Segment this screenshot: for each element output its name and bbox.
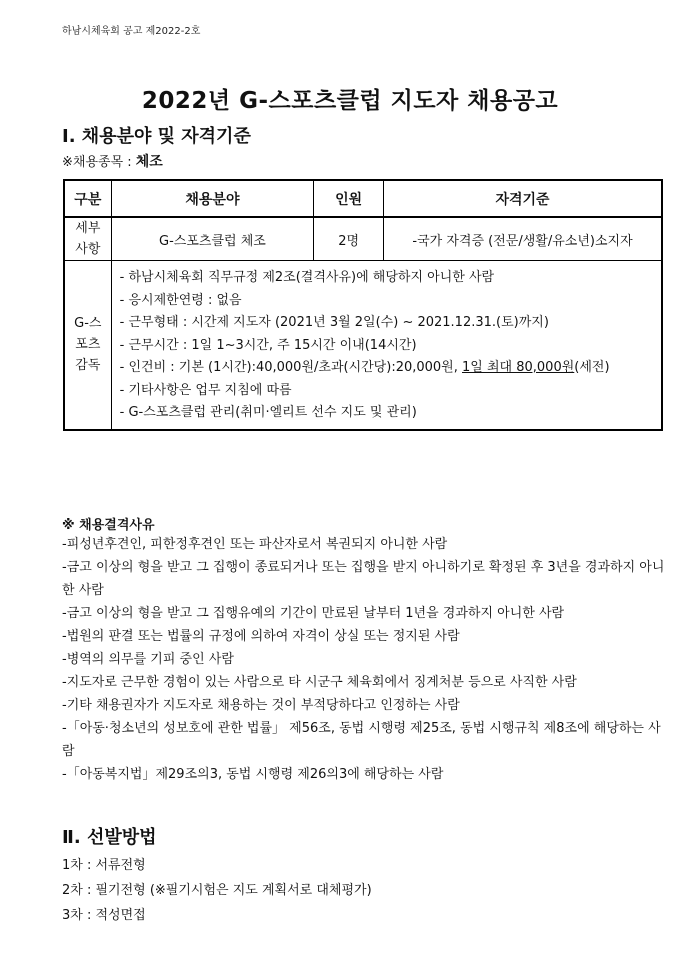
table-row (64, 261, 662, 430)
detail-row-label: 세부 사항 (64, 217, 111, 261)
table-row (64, 217, 662, 261)
list-item: -「아동복지법」제29조의3, 동법 시행령 제26의3에 해당하는 사람 (62, 767, 444, 782)
recruit-category (62, 151, 163, 171)
list-item: -금고 이상의 형을 받고 그 집행유예의 기간이 만료된 날부터 1년을 경과하지 아니한 사람 (62, 606, 565, 621)
section-1-heading: Ⅰ. 채용분야 및 자격기준 (62, 126, 251, 147)
category-label: ※채용종목 : (62, 155, 132, 170)
section-2-heading: Ⅱ. 선발방법 (62, 827, 157, 848)
list-item: -지도자로 근무한 경험이 있는 사람으로 타 시군구 체육회에서 징계처분 등으로 사직한 사람 (62, 675, 577, 690)
pay-item: - 인건비 : 기본 (1시간):40,000원/초과(시간당):20,000원, 1일 최대 80,000원(세전) (119, 360, 610, 375)
list-item: -병역의 의무를 기피 중인 사람 (62, 652, 234, 667)
header-qualification: 자격기준 (384, 180, 662, 217)
header-field: 채용분야 (111, 180, 314, 217)
document-number: 하남시체육회 공고 제2022-2호 (62, 26, 201, 37)
table-header-row (64, 180, 662, 217)
detail-field: G-스포츠클럽 체조 (111, 217, 314, 261)
pay-max-daily: 1일 최대 80,000원 (462, 360, 575, 375)
header-division: 구분 (64, 180, 111, 217)
list-item: -피성년후견인, 피한정후견인 또는 파산자로서 복권되지 아니한 사람 (62, 537, 448, 552)
list-item: 3차 : 적성면접 (62, 908, 146, 923)
list-item: -「아동·청소년의 성보호에 관한 법률」 제56조, 동법 시행령 제25조, 동법 시행규칙 제8조에 해당하는 사람 (62, 721, 661, 759)
list-item: -법원의 판결 또는 법률의 규정에 의하여 자격이 상실 또는 정지된 사람 (62, 629, 460, 644)
list-item: -기타 채용권자가 지도자로 채용하는 것이 부적당하다고 인정하는 사람 (62, 698, 460, 713)
duty-item: - 응시제한연령 : 없음 (119, 292, 242, 308)
duty-item: - 하남시체육회 직무규정 제2조(결격사유)에 해당하지 아니한 사람 (119, 270, 495, 285)
duty-item: - G-스포츠클럽 관리(취미·엘리트 선수 지도 및 관리) (119, 405, 417, 420)
page-title: 2022년 G-스포츠클럽 지도자 채용공고 (141, 88, 559, 114)
detail-qualification: -국가 자격증 (전문/생활/유소년)소지자 (384, 217, 662, 261)
header-count: 인원 (314, 180, 384, 217)
disqualification-heading: ※ 채용결격사유 (62, 518, 155, 533)
list-item: 2차 : 필기전형 (※필기시험은 지도 계획서로 대체평가) (62, 883, 372, 898)
category-value: 체조 (135, 154, 163, 170)
supervisor-row-label: G-스 포츠 감독 (64, 261, 111, 430)
duty-item: - 근무형태 : 시간제 지도자 (2021년 3월 2일(수) ~ 2021.12.31.(토)까지) (119, 315, 549, 330)
duty-item: - 근무시간 : 1일 1~3시간, 주 15시간 이내(14시간) (119, 337, 417, 353)
supervisor-duties (111, 261, 662, 430)
list-item: 1차 : 서류전형 (62, 858, 146, 873)
selection-steps (62, 853, 372, 928)
duty-item: - 기타사항은 업무 지침에 따름 (119, 382, 292, 398)
disqualification-list (62, 533, 667, 786)
recruitment-table (63, 179, 663, 431)
detail-count: 2명 (314, 217, 384, 261)
list-item: -금고 이상의 형을 받고 그 집행이 종료되거나 또는 집행을 받지 아니하기로 확정된 후 3년을 경과하지 아니한 사람 (62, 560, 665, 598)
